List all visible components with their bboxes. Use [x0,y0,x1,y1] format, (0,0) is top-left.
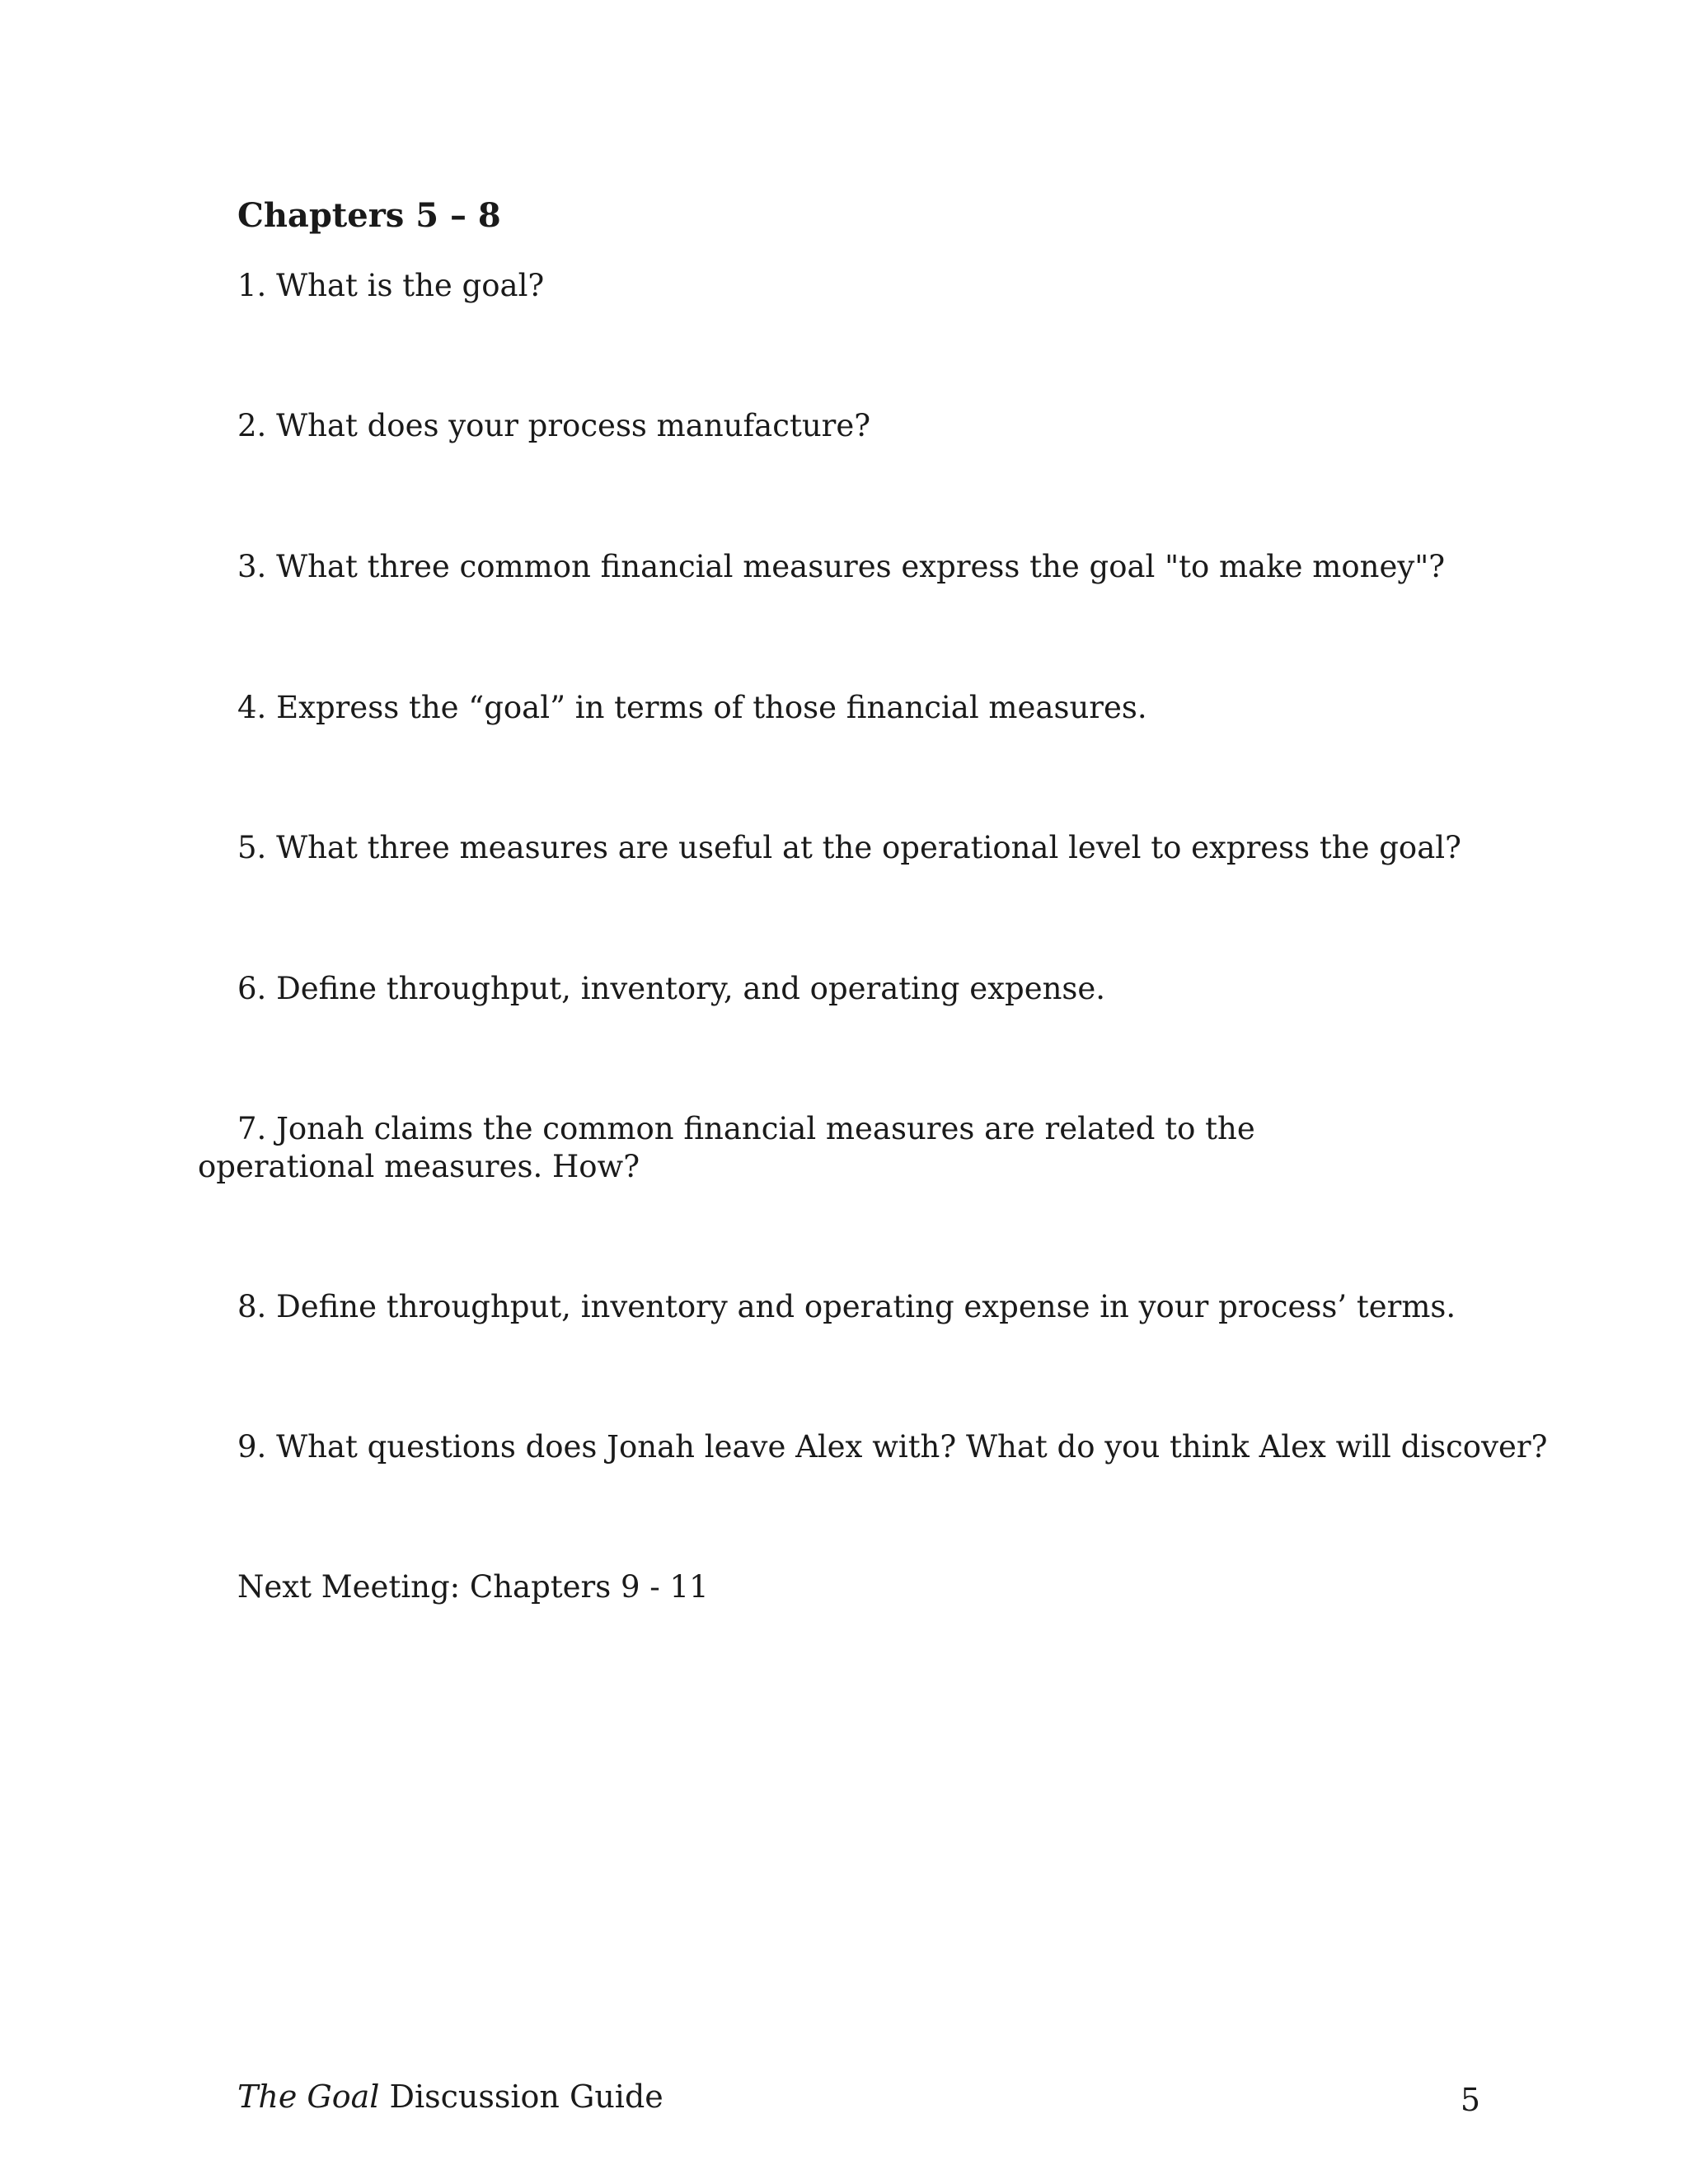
question-8: 8. Define throughput, inventory and operating expense in your process’ terms. [237,1289,1456,1324]
page-number: 5 [1460,2082,1480,2118]
question-6: 6. Define throughput, inventory, and operating expense. [237,971,1106,1006]
question-1: 1. What is the goal? [237,268,545,303]
question-3: 3. What three common financial measures express the goal "to make money"? [237,549,1446,584]
footer-guide-title [237,2077,663,2116]
section-heading: Chapters 5 – 8 [237,196,501,235]
footer-book-title: The Goal [237,2079,380,2115]
question-7: 7. Jonah claims the common financial measures are related to the operational measures. How? [198,1111,1255,1184]
footer-guide-label: Discussion Guide [379,2079,663,2115]
question-4: 4. Express the “goal” in terms of those financial measures. [237,690,1147,725]
question-2: 2. What does your process manufacture? [237,408,871,443]
question-9: 9. What questions does Jonah leave Alex with? What do you think Alex will discover? [237,1429,1548,1465]
question-5: 5. What three measures are useful at the operational level to express the goal? [237,830,1461,865]
next-meeting-note: Next Meeting: Chapters 9 - 11 [237,1569,709,1605]
